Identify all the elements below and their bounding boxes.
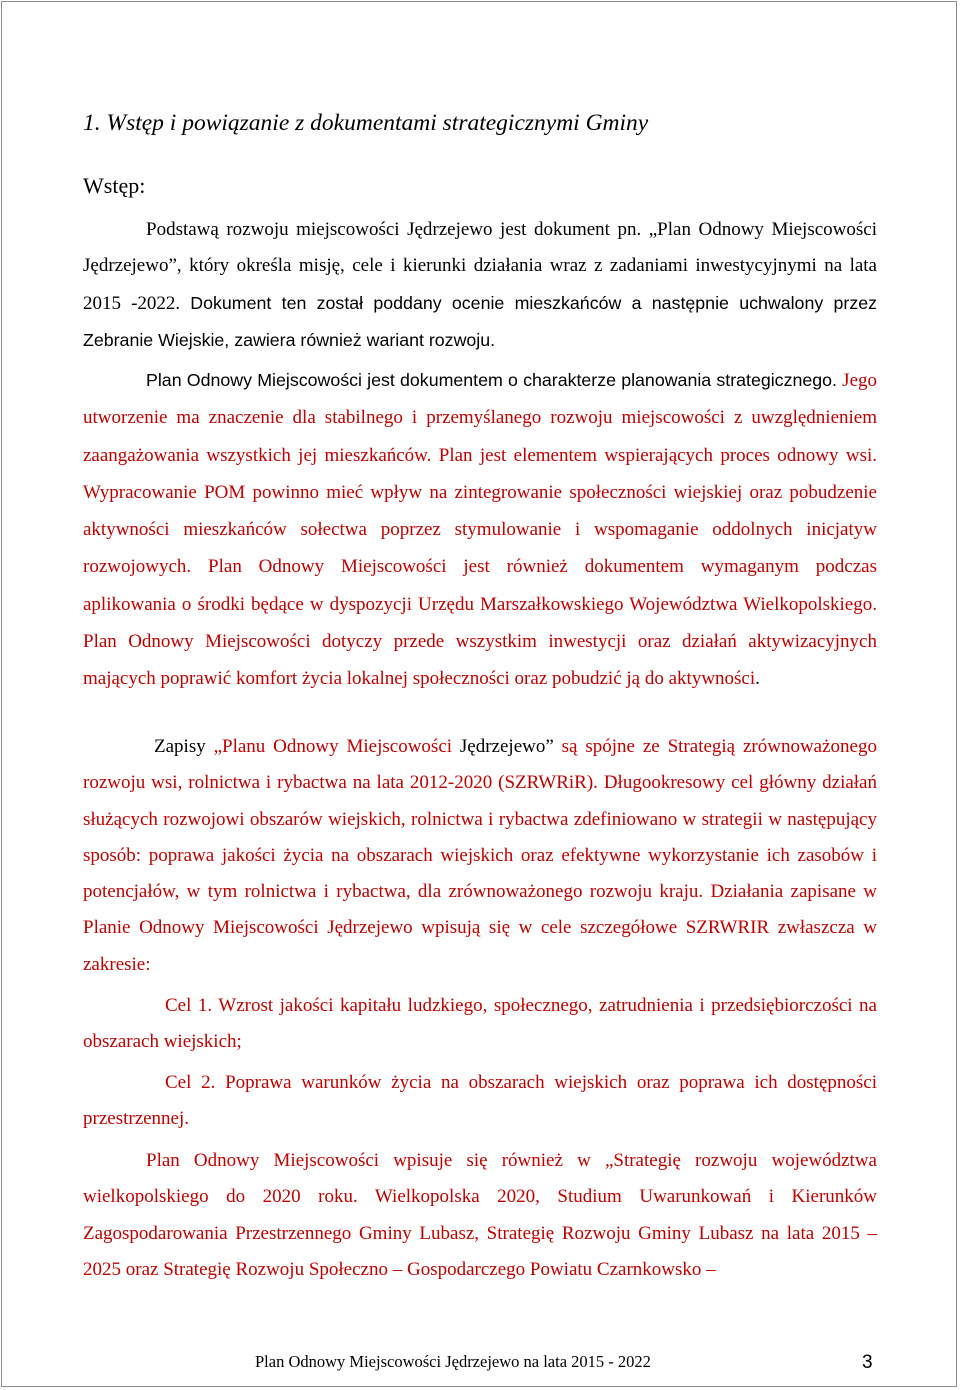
subheading: Wstęp:	[83, 173, 146, 198]
footer-text: Plan Odnowy Miejscowości Jędrzejewo na lata 2015 - 2022	[255, 1352, 651, 1371]
paragraph-3	[83, 729, 877, 983]
section-heading: 1. Wstęp i powiązanie z dokumentami strategicznymi Gminy	[83, 110, 649, 136]
paragraph-2-part-c: .	[755, 668, 760, 690]
paragraph-2-part-b: Jego utworzenie ma znaczenie dla stabilnego i przemyślanego rozwoju miejscowości z uwzględnieniem zaangażowania wszystkich jej mieszkańców. Plan jest elementem wspierających proces odnowy wsi. Wypracowanie POM powinno mieć wpływ na zintegrowanie społeczności wiejskiej oraz pobudzenie aktywności mieszkańców sołectwa poprzez stymulowanie i wspomaganie oddolnych inicjatyw rozwojowych. Plan Odnowy Miejscowości jest również dokumentem wymaganym podczas aplikowania o środki będące w dyspozycji Urzędu Marszałkowskiego Województwa Wielkopolskiego. Plan Odnowy Miejscowości dotyczy przede wszystkim inwestycji oraz działań aktywizacyjnych mających poprawić komfort życia lokalnej społeczności oraz pobudzić ją do aktywności	[83, 370, 877, 690]
paragraph-2	[83, 362, 877, 698]
paragraph-3-part-b: „Planu Odnowy Miejscowości	[213, 736, 460, 757]
paragraph-1-part-b: Dokument ten został poddany ocenie mieszkańców a następnie uchwalony przez Zebranie Wiejskie, zawiera również wariant rozwoju.	[83, 292, 877, 350]
paragraph-goal-1: Cel 1. Wzrost jakości kapitału ludzkiego, społecznego, zatrudnienia i przedsiębiorczości na obszarach wiejskich;	[83, 995, 877, 1053]
paragraph-1	[83, 212, 877, 359]
page-number: 3	[862, 1352, 873, 1373]
paragraph-3-part-a: Zapisy	[154, 736, 214, 757]
paragraph-6: Plan Odnowy Miejscowości wpisuje się również w „Strategię rozwoju województwa wielkopolskiego do 2020 roku. Wielkopolska 2020, Studium Uwarunkowań i Kierunków Zagospodarowania Przestrzennego Gminy Lubasz, Strategię Rozwoju Gminy Lubasz na lata 2015 – 2025 oraz Strategię Rozwoju Społeczno – Gospodarczego Powiatu Czarnkowsko –	[83, 1150, 877, 1280]
paragraph-1-part-a: Podstawą rozwoju miejscowości Jędrzejewo jest dokument pn. „Plan Odnowy Miejscowości Jędrzejewo”, który określa misję, cele i kierunki działania wraz z zadaniami inwestycyjnymi na lata 2015 -2022.	[83, 219, 877, 314]
paragraph-3-part-c: Jędrzejewo”	[459, 736, 554, 757]
paragraph-2-part-a: Plan Odnowy Miejscowości jest dokumentem o charakterze planowania strategicznego.	[146, 370, 843, 390]
paragraph-goal-2: Cel 2. Poprawa warunków życia na obszarach wiejskich oraz poprawa ich dostępności przestrzennej.	[83, 1072, 877, 1130]
paragraph-3-part-d: są spójne ze Strategią zrównoważonego rozwoju wsi, rolnictwa i rybactwa na lata 2012-2020 (SZRWRiR). Długookresowy cel główny działań służących rozwojowi obszarów wiejskich, rolnictwa i rybactwa zdefiniowano w strategii w następujący sposób: poprawa jakości życia na obszarach wiejskich oraz efektywne wykorzystanie ich zasobów i potencjałów, w tym rolnictwa i rybactwa, dla zrównoważonego rozwoju kraju. Działania zapisane w Planie Odnowy Miejscowości Jędrzejewo wpisują się w cele szczegółowe SZRWRIR zwłaszcza w zakresie:	[83, 736, 877, 975]
